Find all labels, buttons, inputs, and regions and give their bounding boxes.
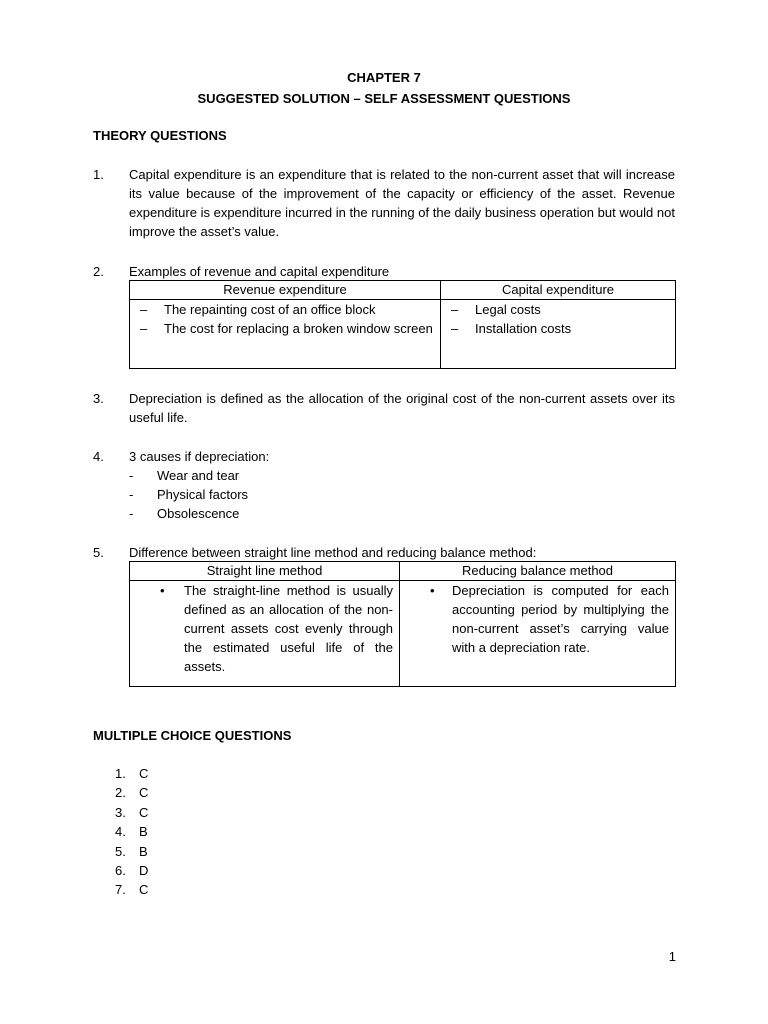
list-item: 6. D: [115, 862, 149, 878]
revenue-cell: [130, 300, 441, 369]
list-item: – Legal costs: [451, 302, 541, 317]
table-header: Revenue expenditure: [130, 281, 441, 300]
question-number: 2.: [93, 264, 104, 279]
question-3: [93, 389, 675, 427]
document-subtitle: SUGGESTED SOLUTION – SELF ASSESSMENT QUESTIONS: [197, 91, 571, 106]
list-item: • Depreciation is computed for each accounting period by multiplying the non-current asset’s carrying value with a depreciation rate.: [430, 583, 669, 655]
table-header: Capital expenditure: [441, 281, 676, 300]
expenditure-table: [129, 280, 676, 369]
list-item: • The straight-line method is usually defined as an allocation of the non-current assets cost evenly through the estimated useful life of the assets.: [160, 583, 393, 674]
list-item: – The cost for replacing a broken window screen: [140, 321, 433, 336]
reducing-balance-cell: [400, 581, 676, 687]
page-number: 1: [668, 949, 676, 964]
list-item: 4. B: [115, 824, 148, 840]
chapter-title: CHAPTER 7: [347, 70, 421, 85]
question-number: 4.: [93, 449, 104, 464]
depreciation-methods-table: [129, 561, 676, 687]
list-item: - Wear and tear: [129, 468, 240, 483]
depreciation-causes-list: [129, 466, 675, 523]
question-number: 3.: [93, 391, 104, 406]
theory-heading: THEORY QUESTIONS: [93, 128, 227, 143]
table-header: Straight line method: [130, 562, 400, 581]
capital-cell: [441, 300, 676, 369]
question-1: [93, 165, 675, 241]
question-4-intro: 3 causes if depreciation:: [129, 449, 270, 464]
question-5: [93, 543, 675, 562]
list-item: 5. B: [115, 843, 148, 859]
question-5-intro: Difference between straight line method and reducing balance method:: [129, 545, 537, 560]
question-number: 1.: [93, 167, 104, 182]
list-item: 1. C: [115, 766, 149, 781]
list-item: - Obsolescence: [129, 506, 240, 521]
question-4: [93, 447, 675, 523]
list-item: – The repainting cost of an office block: [140, 302, 376, 317]
straight-line-cell: [130, 581, 400, 687]
question-2-intro: Examples of revenue and capital expenditure: [129, 264, 390, 279]
question-number: 5.: [93, 545, 104, 560]
list-item: - Physical factors: [129, 487, 249, 502]
mcq-answers-list: [115, 764, 148, 900]
table-header: Reducing balance method: [400, 562, 676, 581]
list-item: 7. C: [115, 882, 149, 898]
list-item: 2. C: [115, 785, 149, 801]
list-item: 3. C: [115, 804, 149, 820]
list-item: – Installation costs: [451, 321, 572, 336]
question-1-answer: Capital expenditure is an expenditure that is related to the non-current asset that will increase its value because of the improvement of the capacity or efficiency of the asset. Revenue expenditure is expenditure incurred in the running of the daily business operation but would not improve the asset’s value.: [129, 167, 675, 239]
mcq-heading: MULTIPLE CHOICE QUESTIONS: [93, 728, 292, 743]
question-3-answer: Depreciation is defined as the allocation of the original cost of the non-current assets over its useful life.: [129, 391, 675, 425]
question-2: [93, 262, 675, 281]
